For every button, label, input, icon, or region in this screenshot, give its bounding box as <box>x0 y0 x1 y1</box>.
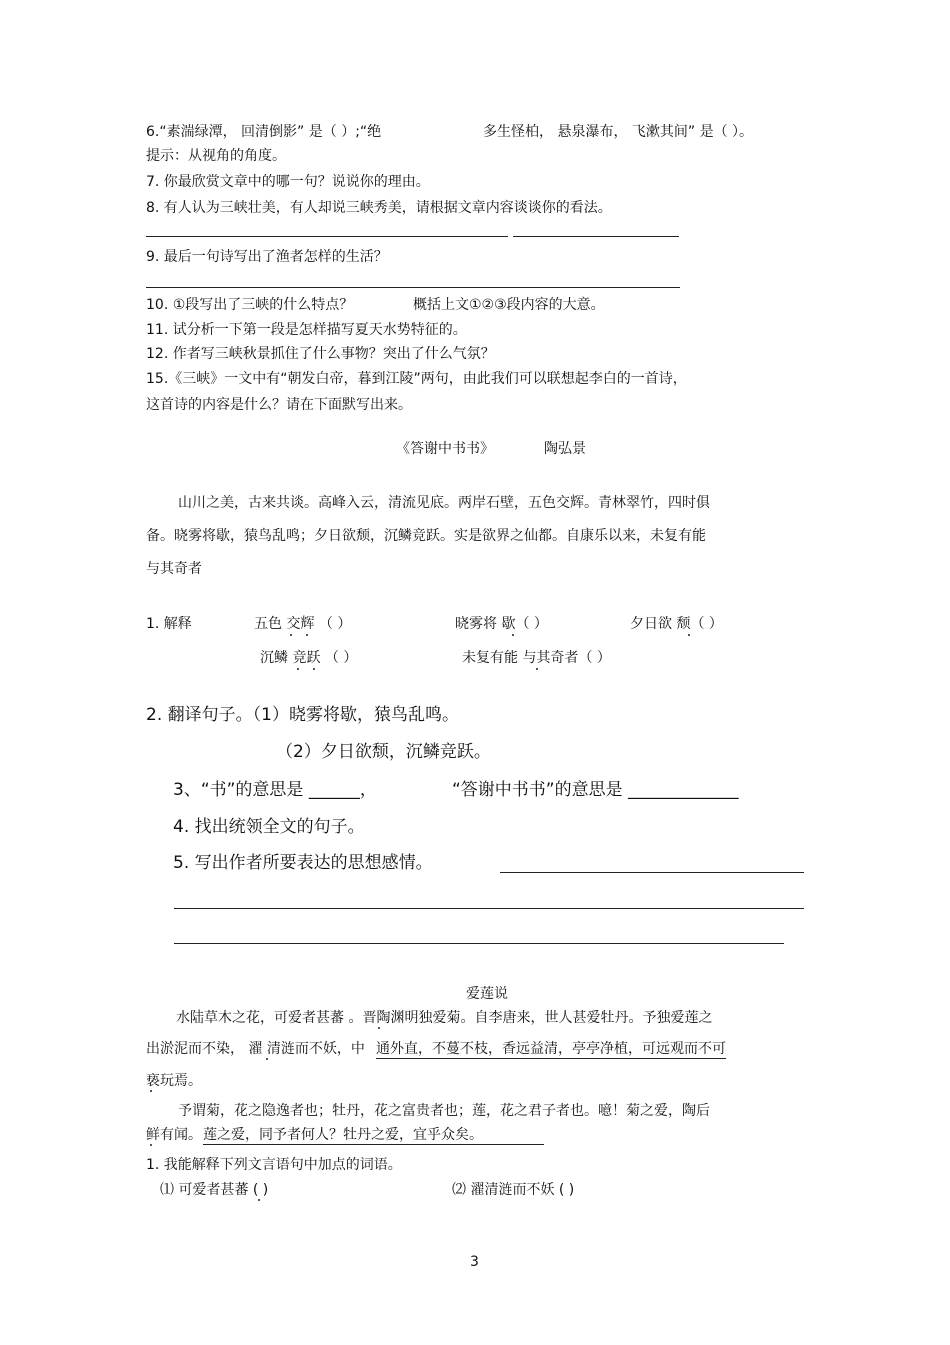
q7: 7. 你最欣赏文章中的哪一句？说说你的理由。 <box>146 174 430 190</box>
explain-item: ⑴ 可爱者甚蕃 ( ) <box>160 1182 269 1198</box>
q9: 9. 最后一句诗写出了渔者怎样的生活？ <box>146 249 388 265</box>
answer-line <box>146 236 508 237</box>
explain-item: ⑵ 濯清涟而不妖 ( ) <box>452 1182 575 1198</box>
emphasis-dot <box>150 1144 152 1146</box>
emphasis-dot <box>378 1027 380 1029</box>
question-1-label: 1. 解释 <box>146 616 192 632</box>
q10-a: 10. ①段写出了三峡的什么特点？ <box>146 297 354 313</box>
q11: 11. 试分析一下第一段是怎样描写夏天水势特征的。 <box>146 322 467 338</box>
passage-author: 陶弘景 <box>544 441 586 457</box>
passage-line: 与其奇者 <box>146 561 202 577</box>
passage-line: 备。晓雾将歇，猿鸟乱鸣；夕日欲颓，沉鳞竞跃。实是欲界之仙都。自康乐以来，未复有能 <box>146 528 706 544</box>
passage-line: 山川之美，古来共谈。高峰入云，清流见底。两岸石壁，五色交辉。青林翠竹，四时俱 <box>178 495 710 511</box>
q6-line-b: 多生怪柏， 悬泉瀑布， 飞漱其间” 是（ ）。 <box>483 124 754 140</box>
question-5: 5. 写出作者所要表达的思想感情。 <box>173 853 433 873</box>
explain-item: 五色 交辉 （ ） <box>254 616 352 632</box>
explain-item: 晓雾将 歇（ ） <box>455 616 548 632</box>
emphasis-dot <box>150 1090 152 1092</box>
passage-line: 出淤泥而不染， 濯 清涟而不妖，中 <box>146 1041 365 1057</box>
emphasis-dot <box>536 668 538 670</box>
q8: 8. 有人认为三峡壮美，有人却说三峡秀美，请根据文章内容谈谈你的看法。 <box>146 200 612 216</box>
q15-b: 这首诗的内容是什么？请在下面默写出来。 <box>146 397 412 413</box>
passage-line: 水陆草木之花，可爱者甚蕃 。晋陶渊明独爱菊。自李唐来，世人甚爱牡丹。予独爱莲之 <box>176 1010 713 1026</box>
passage-title: 《答谢中书书》 <box>396 441 494 457</box>
passage-line: 鲜有闻。 <box>146 1127 202 1143</box>
emphasis-dot <box>258 1199 260 1201</box>
question-3-a: 3、“书”的意思是 ______， <box>173 780 377 800</box>
emphasis-dot <box>313 668 315 670</box>
question-1: 1. 我能解释下列文言语句中加点的词语。 <box>146 1157 402 1173</box>
answer-line <box>174 908 804 909</box>
page-number: 3 <box>470 1254 479 1270</box>
q12: 12. 作者写三峡秋景抓住了什么事物？突出了什么气氛？ <box>146 346 495 362</box>
q6-line-a: 6.“素湍绿潭， 回清倒影” 是（ ）;“绝 <box>146 124 382 140</box>
question-2: 2. 翻译句子。（1）晓雾将歇，猿鸟乱鸣。 <box>146 705 459 725</box>
answer-line <box>513 236 679 237</box>
passage-line: 亵玩焉。 <box>146 1073 202 1089</box>
emphasis-dot <box>306 634 308 636</box>
q15-a: 15.《三峡》一文中有“朝发白帝，暮到江陵”两句，由此我们可以联想起李白的一首诗， <box>146 371 687 387</box>
question-4: 4. 找出统领全文的句子。 <box>173 817 365 837</box>
answer-line <box>146 287 680 288</box>
explain-item: 夕日欲 颓（ ） <box>630 616 723 632</box>
emphasis-dot <box>290 634 292 636</box>
emphasis-dot <box>688 634 690 636</box>
q6-hint: 提示：从视角的角度。 <box>146 148 286 164</box>
answer-line <box>500 872 804 873</box>
underlined-text: 莲之爱，同予者何人？牡丹之爱，宜乎众矣。 <box>203 1126 544 1145</box>
emphasis-dot <box>512 634 514 636</box>
answer-line <box>174 943 784 944</box>
explain-item: 沉鳞 竞跃 （ ） <box>260 650 358 666</box>
underlined-text: 通外直，不蔓不枝，香远益清，亭亭净植，可远观而不可 <box>376 1041 726 1057</box>
emphasis-dot <box>297 668 299 670</box>
q10-b: 概括上文①②③段内容的大意。 <box>413 297 605 313</box>
passage-title: 爱莲说 <box>466 986 508 1002</box>
question-3-b: “答谢中书书”的意思是 _____________ <box>452 780 739 800</box>
passage-line: 予谓菊，花之隐逸者也；牡丹，花之富贵者也；莲，花之君子者也。噫！菊之爱，陶后 <box>178 1103 710 1119</box>
emphasis-dot <box>266 1058 268 1060</box>
question-2-b: （2）夕日欲颓，沉鳞竞跃。 <box>276 742 491 762</box>
explain-item: 未复有能 与其奇者（ ） <box>462 650 611 666</box>
